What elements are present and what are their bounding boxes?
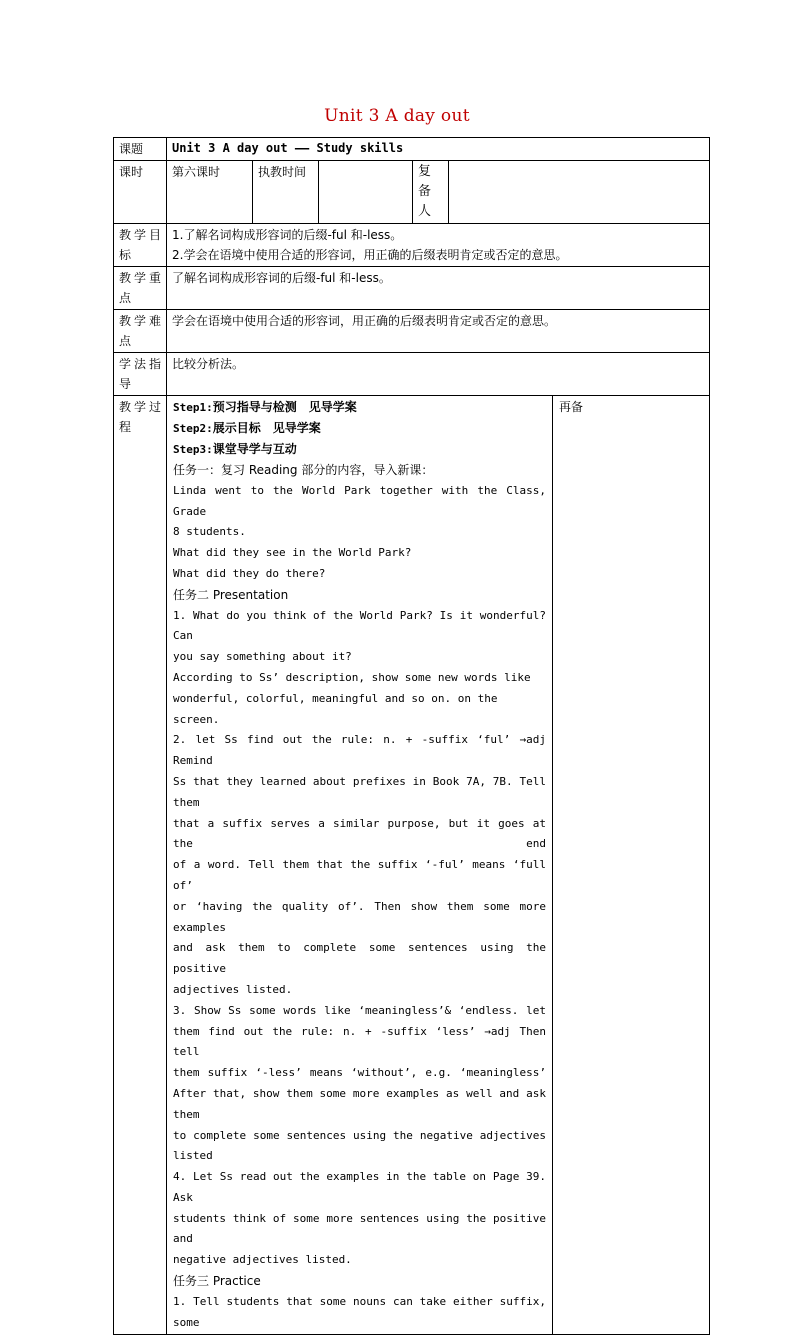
process-line: Ss that they learned about prefixes in Book 7A, 7B. Tell them [173, 774, 546, 809]
process-line: What did they see in the World Park? [173, 546, 412, 560]
review-label: 复备人 [418, 164, 432, 219]
process-line: 1. Tell students that some nouns can take either suffix, some [173, 1294, 546, 1329]
key-points-row [114, 267, 710, 310]
re-prepare-label: 再备 [553, 396, 710, 1335]
key-label-cell [114, 267, 167, 310]
process-line: adjectives listed. [173, 982, 293, 996]
process-line: What did they do there? [173, 566, 326, 580]
process-line: 任务三 Practice [173, 1274, 261, 1289]
process-line: to complete some sentences using the negative adjectives listed [173, 1128, 546, 1163]
process-row [114, 396, 710, 1335]
aims-label: 教学目标 [119, 228, 161, 262]
method-label: 学法指导 [119, 357, 161, 391]
teaching-time-label: 执教时间 [253, 161, 319, 224]
key-value: 了解名词构成形容词的后缀-ful 和-less。 [167, 267, 710, 310]
aims-value [167, 224, 710, 267]
difficult-label-cell [114, 310, 167, 353]
process-line: 任务一：复习 Reading 部分的内容，导入新课： [173, 463, 434, 477]
step-3: Step3:课堂导学与互动 [173, 442, 297, 456]
review-label-cell [413, 161, 449, 224]
process-line: wonderful, colorful, meaningful and so on. on the screen. [173, 691, 498, 726]
process-line: them find out the rule: n. + -suffix ‘less’ →adj Then tell [173, 1024, 546, 1059]
process-content [167, 396, 553, 1335]
difficult-value: 学会在语境中使用合适的形容词，用正确的后缀表明肯定或否定的意思。 [167, 310, 710, 353]
process-line: that a suffix serves a similar purpose, but it goes at the end [173, 816, 546, 851]
difficult-points-row [114, 310, 710, 353]
period-row [114, 161, 710, 224]
aims-label-cell [114, 224, 167, 267]
process-line: or ‘having the quality of’. Then show them some more examples [173, 899, 546, 934]
period-label: 课时 [114, 161, 167, 224]
process-line: negative adjectives listed. [173, 1253, 352, 1267]
method-value: 比较分析法。 [167, 353, 710, 396]
aims-row [114, 224, 710, 267]
process-line: 任务二 Presentation [173, 587, 289, 602]
document-title: Unit 3 A day out [324, 106, 470, 126]
key-label: 教学重点 [119, 271, 161, 305]
step-1: Step1:预习指导与检测 见导学案 [173, 400, 357, 414]
process-line: them suffix ‘-less’ means ‘without’, e.g. ‘meaningless’ [173, 1066, 546, 1080]
review-value [449, 161, 710, 224]
method-label-cell [114, 353, 167, 396]
process-label-cell [114, 396, 167, 1335]
process-line: you say something about it? [173, 650, 352, 664]
aims-line-1: 1.了解名词构成形容词的后缀-ful 和-less。 [172, 228, 403, 242]
topic-value: Unit 3 A day out —— Study skills [167, 138, 710, 161]
process-line: After that, show them some more examples as well and ask them [173, 1086, 546, 1121]
process-line: students think of some more sentences using the positive and [173, 1211, 546, 1246]
process-label: 教学过程 [119, 400, 161, 434]
aims-line-2: 2.学会在语境中使用合适的形容词，用正确的后缀表明肯定或否定的意思。 [172, 248, 568, 262]
difficult-label: 教学难点 [119, 314, 161, 348]
process-line: of a word. Tell them that the suffix ‘-ful’ means ‘full of’ [173, 858, 546, 892]
process-line: 4. Let Ss read out the examples in the table on Page 39. Ask [173, 1170, 546, 1204]
topic-label: 课题 [114, 138, 167, 161]
process-line: and ask them to complete some sentences using the positive [173, 941, 546, 976]
process-line: 1. What do you think of the World Park? Is it wonderful? Can [173, 608, 546, 643]
lesson-plan-table [113, 137, 710, 1335]
period-value: 第六课时 [167, 161, 253, 224]
process-line: 8 students. [173, 525, 246, 539]
process-line: Linda went to the World Park together with the Class, Grade [173, 483, 546, 518]
process-line: 3. Show Ss some words like ‘meaningless’& ‘endless. let [173, 1003, 546, 1017]
process-line: 2. let Ss find out the rule: n. + -suffix ‘ful’ →adj Remind [173, 733, 546, 768]
method-row [114, 353, 710, 396]
process-line: According to Ss’ description, show some new words like [173, 670, 531, 684]
step-2: Step2:展示目标 见导学案 [173, 421, 321, 435]
teaching-time-value [319, 161, 413, 224]
topic-row [114, 138, 710, 161]
